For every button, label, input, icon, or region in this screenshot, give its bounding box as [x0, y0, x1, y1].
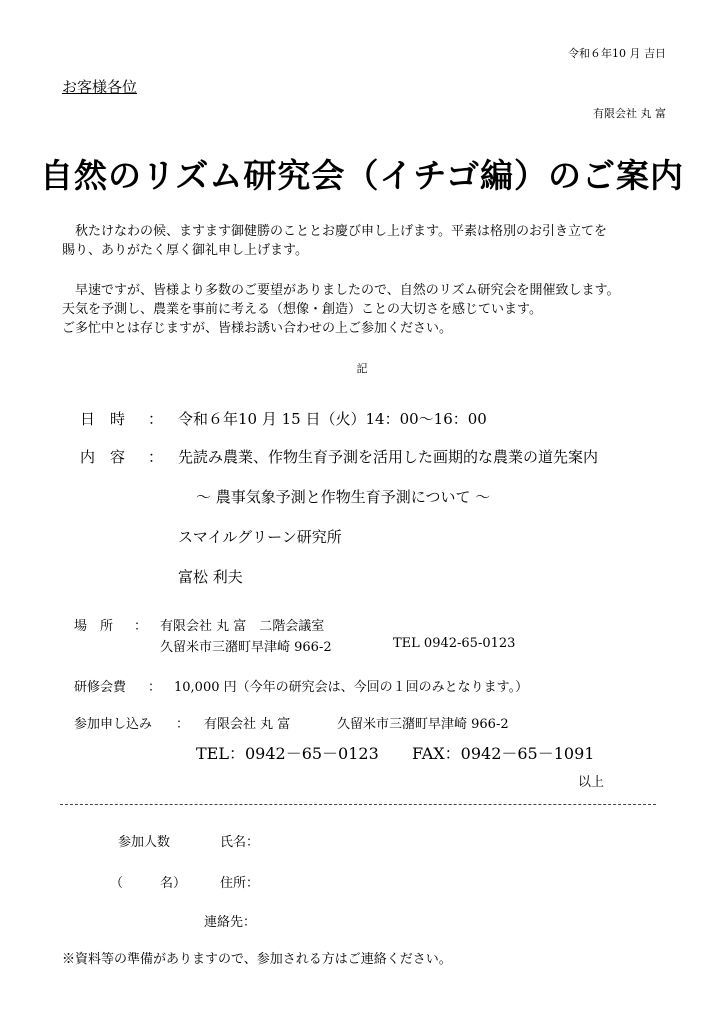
apply-fax: FAX：0942－65－1091 — [412, 744, 595, 763]
greeting-line: 秋たけなわの候、ますます御健勝のこととお慶び申し上げます。平素は格別のお引き立てを — [75, 224, 607, 239]
intro-line: 天気を予測し、農業を事前に考える（想像・創造）ことの大切さを感じています。 — [62, 302, 542, 317]
content-colon: ： — [148, 448, 164, 466]
date-colon: ： — [148, 410, 164, 428]
form-count-label: 参加人数 — [118, 835, 171, 850]
content-subtitle: ～ 農事気象予測と作物生育予測について ～ — [196, 488, 491, 506]
intro-line: 早速ですが、皆様より多数のご要望がありましたので、自然のリズム研究会を開催致します。 — [75, 283, 620, 298]
form-address-label: 住所： — [220, 876, 260, 891]
apply-company: 有限会社 丸 富 — [204, 717, 291, 732]
form-name-label: 氏名： — [220, 835, 260, 850]
date-label: 日 時 — [80, 410, 126, 428]
sender-company: 有限会社 丸 富 — [593, 107, 666, 120]
content-label: 内 容 — [80, 448, 126, 466]
ki-marker: 記 — [356, 362, 368, 375]
greeting-paragraph — [62, 222, 672, 260]
venue-colon: ： — [134, 619, 148, 634]
fee-label: 研修会費 — [74, 680, 127, 695]
greeting-line: 賜り、ありがたく厚く御礼申し上げます。 — [62, 243, 308, 258]
addressee: お客様各位 — [62, 78, 138, 96]
cut-line — [60, 804, 656, 805]
fee-colon: ： — [148, 680, 162, 695]
venue-tel: TEL 0942-65-0123 — [393, 636, 516, 651]
issue-date: 令和６年10 月 吉日 — [568, 47, 666, 60]
apply-address: 久留米市三潴町早津崎 966-2 — [337, 717, 509, 732]
date-value: 令和６年10 月 15 日（火）14：00～16：00 — [178, 410, 487, 428]
apply-tel: TEL：0942－65－0123 — [196, 744, 379, 763]
venue-label: 場 所 — [74, 619, 114, 634]
form-contact-label: 連絡先： — [204, 915, 257, 930]
intro-line: ご多忙中とは存じますが、皆様お誘い合わせの上ご参加ください。 — [62, 321, 453, 336]
content-value: 先読み農業、作物生育予測を活用した画期的な農業の道先案内 — [178, 448, 599, 466]
venue-name: 有限会社 丸 富 二階会議室 — [160, 619, 325, 634]
preparation-note: ※資料等の準備がありますので、参加される方はご連絡ください。 — [62, 952, 452, 967]
organization-name: スマイルグリーン研究所 — [178, 528, 342, 546]
apply-label: 参加申し込み — [74, 717, 153, 732]
venue-address: 久留米市三潴町早津崎 966-2 — [160, 640, 332, 655]
fee-value: 10,000 円（今年の研究会は、今回の１回のみとなります。） — [174, 680, 529, 695]
closing-mark: 以上 — [578, 775, 605, 790]
speaker-name: 富松 利夫 — [178, 568, 243, 586]
form-count-unit: 名） — [160, 876, 187, 891]
intro-paragraph — [62, 281, 672, 338]
apply-colon: ： — [176, 717, 190, 732]
form-count-paren: （ — [110, 876, 124, 891]
document-title: 自然のリズム研究会（イチゴ編）のご案内 — [39, 156, 685, 195]
